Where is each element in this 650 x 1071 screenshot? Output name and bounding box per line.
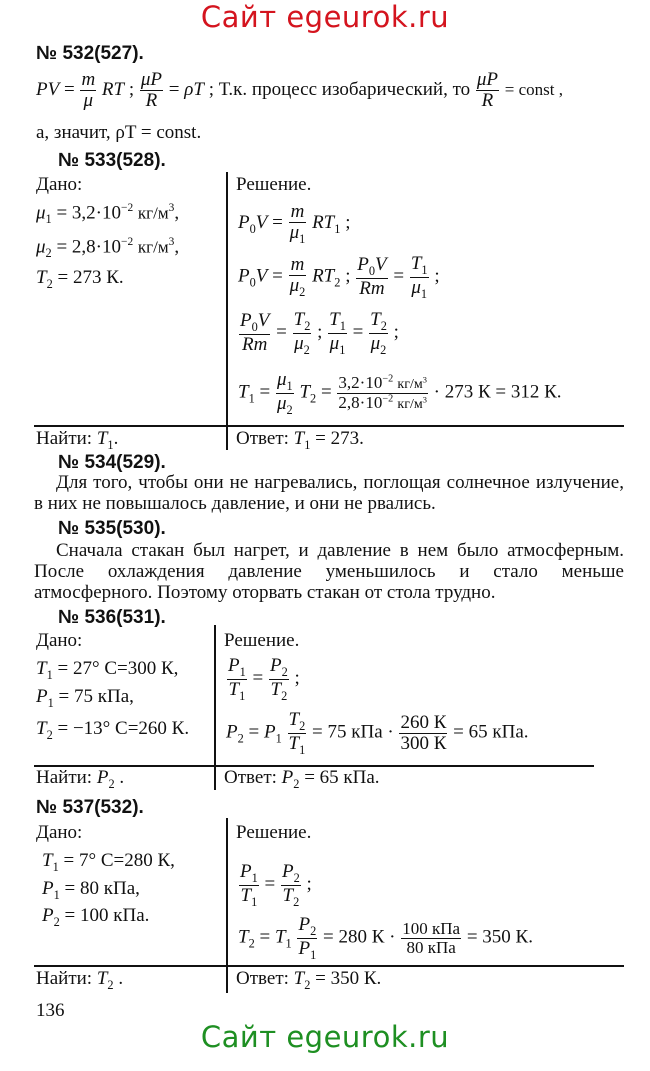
given-mu1: $\mu_1 = 3,2\cdot 10^{-2}$ $кг/м^3$, [36, 202, 180, 227]
site-watermark-top: Сайт egeurok.ru [200, 0, 450, 34]
given-t2: $T_2 = 273$ К. [36, 267, 124, 291]
problem-532-const: = const , [504, 79, 564, 99]
problem-535-text: Сначала стакан был нагрет, и давление в нем было атмосферным. После охлаждения давление уменьшилось и стало меньше атмосферного. Поэтому оторвать стакан от стола трудно. [34, 540, 624, 603]
problem-532-conclusion: а, значит, ρT = const. [36, 122, 202, 143]
problem-534-text: Для того, чтобы они не нагревались, поглощая солнечное излучение, в них не повышалось давление, и они не рвались. [34, 472, 624, 514]
given-t2: $T_2 = -13^\circ$ С=260 К. [36, 718, 190, 742]
answer-537: Ответ: $T_2 = 350$ К. [236, 968, 382, 992]
formula-result: $P_2 = P_1$ $\frac{T_2}{T_1}$ = 75 кПа · $\frac{260 К}{300 К}$ = 65 кПа. [226, 709, 529, 757]
given-t1: $T_1 = 27^\circ$ С=300 К, [36, 658, 179, 682]
find-537: Найти: $T_2$ . [36, 968, 124, 992]
solution-label: Решение. [236, 174, 312, 195]
answer-536: Ответ: $P_2 = 65$ кПа. [224, 767, 380, 791]
problem-532-title: № 532(527). [36, 43, 144, 64]
formula-1: $P_0V$ = $\frac{m}{\mu_1}$ $RT_1$ ; [238, 201, 351, 246]
answer-533: Ответ: $T_1 = 273$. [236, 428, 364, 452]
formula-ratio: $\frac{P_1}{T_1}$ = $\frac{P_2}{T_2}$ ; [228, 655, 300, 703]
given-t1: $T_1 = 7^\circ$ С=280 К, [42, 850, 175, 874]
find-533: Найти: $T_1$. [36, 428, 119, 452]
problem-532-text: ; Т.к. процесс изобарический, то [208, 78, 471, 100]
given-p1: $P_1 = 75$ кПа, [36, 686, 134, 710]
problem-535-title: № 535(530). [58, 518, 166, 539]
formula-ratio: $\frac{P_1}{T_1}$ = $\frac{P_2}{T_2}$ ; [240, 861, 312, 909]
problem-536-title: № 536(531). [58, 607, 166, 628]
problem-533-title: № 533(528). [58, 150, 166, 171]
divider-horizontal [34, 965, 624, 967]
problem-534-title: № 534(529). [58, 452, 166, 473]
given-p2: $P_2 = 100$ кПа. [42, 905, 150, 929]
formula-result: $T_2 = T_1$ $\frac{P_2}{P_1}$ = 280 К · $\frac{\text{100 кПа}}{\text{80 кПа}}$ = 350 К. [238, 914, 533, 962]
formula-3: $\frac{P_0V}{Rm}$ = $\frac{T_2}{\mu_2}$ ; $\frac{T_1}{\mu_1}$ = $\frac{T_2}{\mu_2}$ ; [240, 309, 399, 357]
given-label: Дано: [36, 630, 83, 651]
divider-vertical [226, 172, 228, 450]
site-watermark-bottom: Сайт egeurok.ru [200, 1020, 450, 1054]
problem-532-formula-line: PV = $\frac{m}{\mu}$ RT ; $\frac{\mu P}{R}$ = ρT ; Т.к. процесс изобарический, то $\frac{\mu P}{R}$ = const , [36, 69, 564, 111]
given-p1: $P_1 = 80$ кПа, [42, 878, 140, 902]
solution-label: Решение. [236, 822, 312, 843]
formula-2: $P_0V$ = $\frac{m}{\mu_2}$ $RT_2$ ; $\frac{P_0V}{Rm}$ = $\frac{T_1}{\mu_1}$ ; [238, 253, 440, 301]
given-label: Дано: [36, 822, 83, 843]
solution-label: Решение. [224, 630, 300, 651]
problem-537-title: № 537(532). [36, 797, 144, 818]
formula-result: $T_1$ = $\frac{\mu_1}{\mu_2}$ $T_2$ = $\frac{3,2\cdot 10^{-2} кг/м^3}{2,8\cdot 10^{-2} кг/м^3}$ · 273 К = 312 К. [238, 369, 562, 417]
find-536: Найти: $P_2$ . [36, 767, 125, 791]
page-number: 136 [36, 1000, 65, 1021]
given-mu2: $\mu_2 = 2,8\cdot 10^{-2}$ $кг/м^3$, [36, 236, 180, 261]
given-label: Дано: [36, 174, 83, 195]
divider-horizontal [34, 425, 624, 427]
